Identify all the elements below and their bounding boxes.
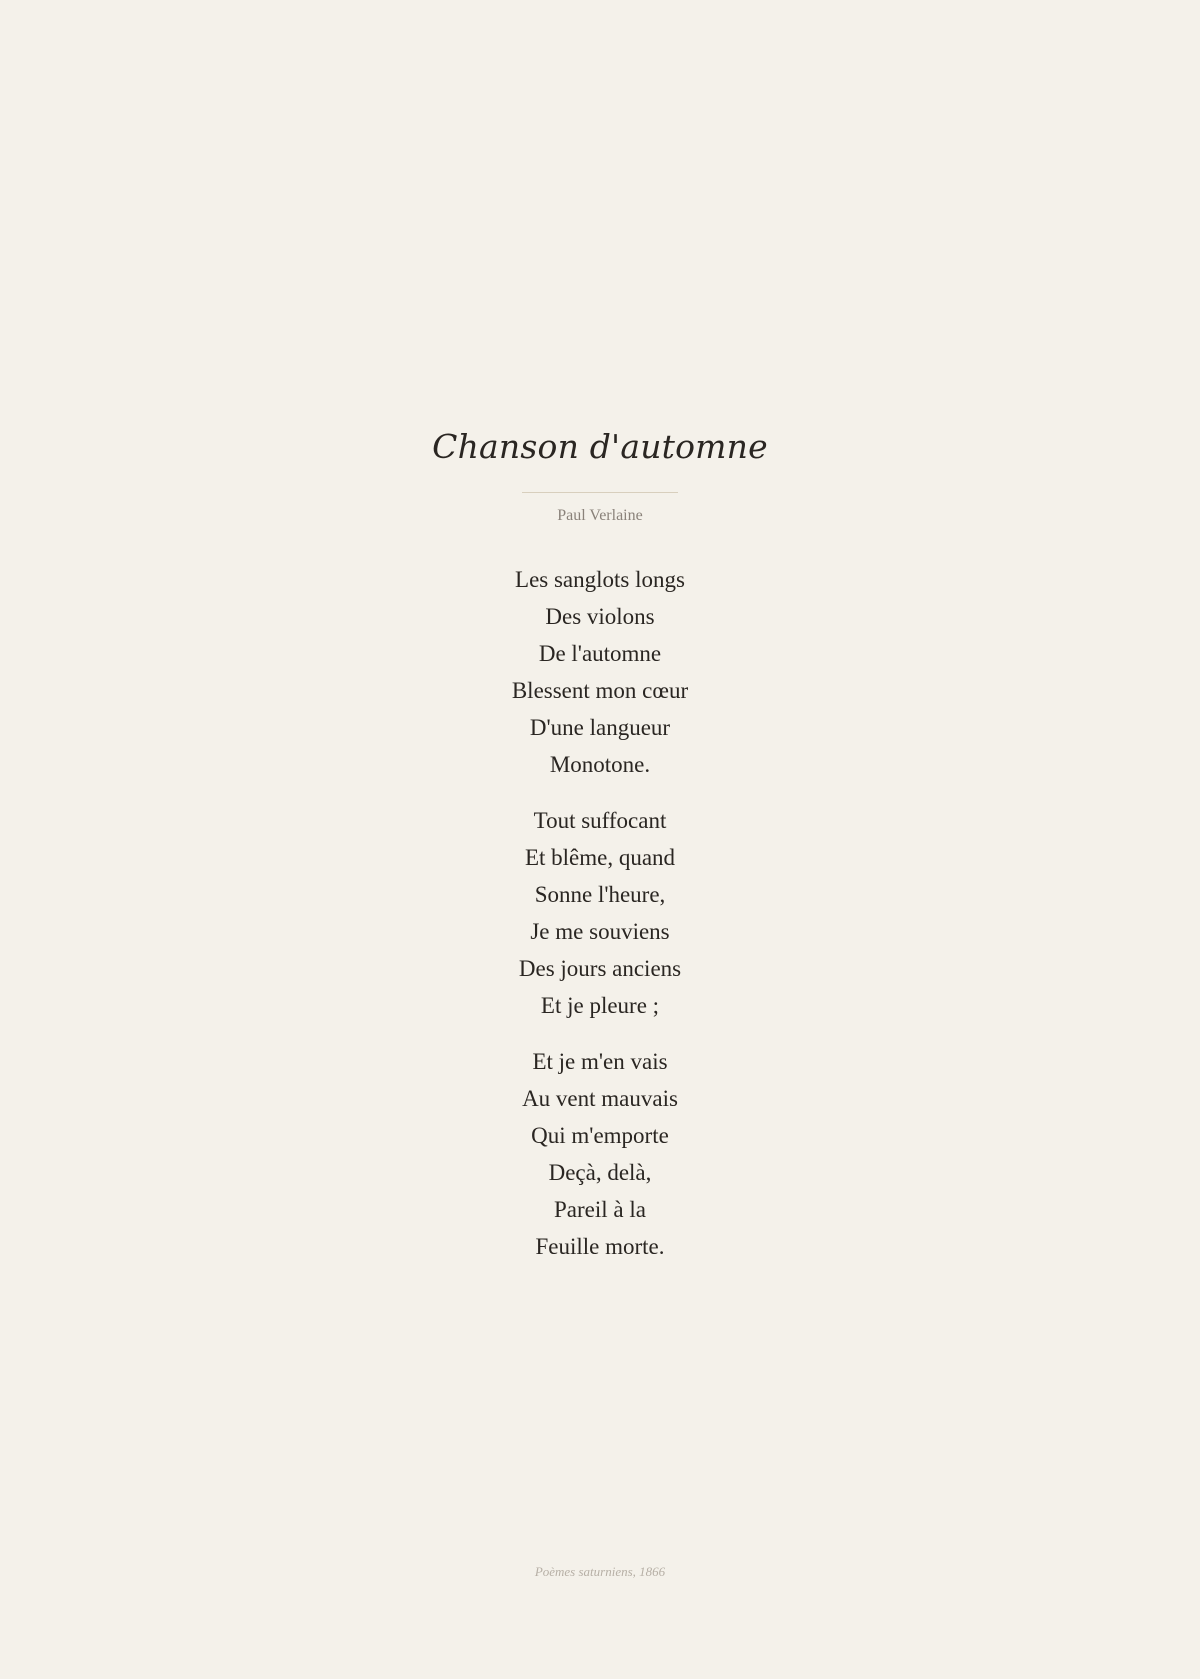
verse-line: De l'automne: [538, 641, 662, 666]
verse-line: Tout suffocant: [533, 808, 667, 833]
stanza-3: [0, 1043, 1200, 1265]
verse-line: Des violons: [545, 604, 655, 629]
title-divider: [522, 492, 678, 493]
source-caption: Poèmes saturniens, 1866: [534, 1564, 666, 1579]
poem-author: Paul Verlaine: [557, 507, 643, 524]
verse-line: Et je pleure ;: [540, 993, 660, 1018]
verse-line: Au vent mauvais: [522, 1086, 678, 1111]
verse-line: Et je m'en vais: [532, 1049, 668, 1074]
verse-line: Blessent mon cœur: [511, 678, 689, 703]
verse-line: Et blême, quand: [524, 845, 676, 870]
verse-line: Sonne l'heure,: [534, 882, 666, 907]
verse-line: Deçà, delà,: [548, 1160, 652, 1185]
verse-line: Des jours anciens: [518, 956, 682, 981]
poem-title: Chanson d'automne: [432, 427, 768, 466]
verse-line: D'une langueur: [529, 715, 671, 740]
verse-line: Feuille morte.: [535, 1234, 665, 1259]
verse-line: Je me souviens: [530, 919, 670, 944]
verse-line: Pareil à la: [554, 1197, 646, 1222]
verse-line: Monotone.: [549, 752, 651, 777]
stanza-1: [0, 561, 1200, 783]
poem-body: [0, 561, 1200, 1265]
poem: [0, 418, 1200, 1284]
stanza-2: [0, 802, 1200, 1024]
verse-line: Les sanglots longs: [515, 567, 685, 592]
verse-line: Qui m'emporte: [531, 1123, 669, 1148]
